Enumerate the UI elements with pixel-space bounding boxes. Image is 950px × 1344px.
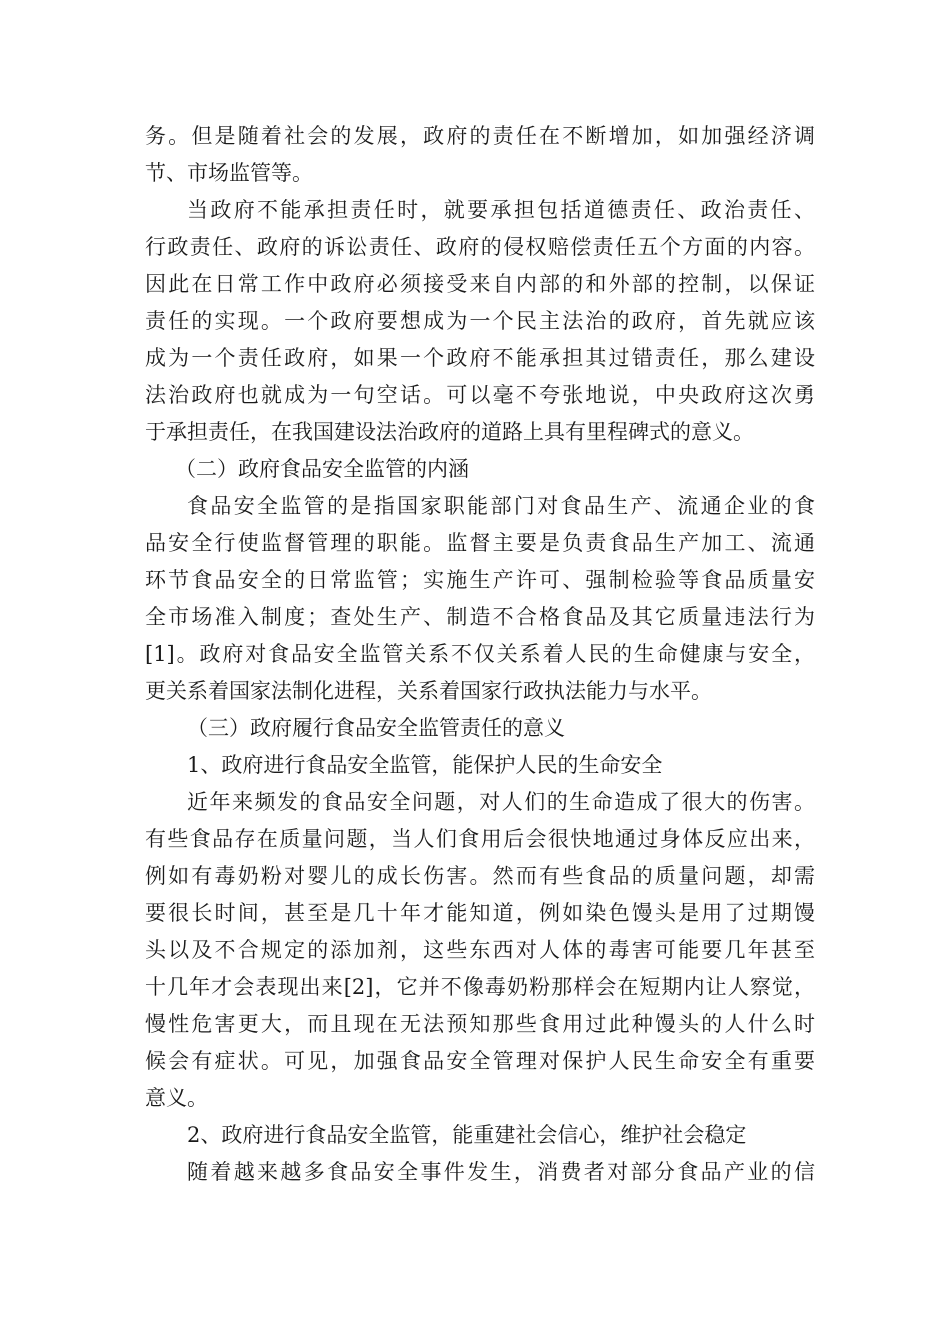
paragraph-line: 有些食品存在质量问题，当人们食用后会很快地通过身体反应出来， [145,827,815,851]
paragraph-line: 头以及不合规定的添加剂，这些东西对人体的毒害可能要几年甚至 [145,938,815,962]
paragraph-line: 全市场准入制度；查处生产、制造不合格食品及其它质量违法行为 [145,605,815,629]
paragraph-line: 节、市场监管等。 [145,161,313,185]
paragraph-line: 当政府不能承担责任时，就要承担包括道德责任、政治责任、 [187,198,815,222]
section-heading-line: 1、政府进行食品安全监管，能保护人民的生命安全 [187,753,663,777]
paragraph-line: 于承担责任，在我国建设法治政府的道路上具有里程碑式的意义。 [145,420,754,444]
paragraph-line: 行政责任、政府的诉讼责任、政府的侵权赔偿责任五个方面的内容。 [145,235,815,259]
document-body [145,118,815,1191]
paragraph-line: 责任的实现。一个政府要想成为一个民主法治的政府，首先就应该 [145,309,815,333]
paragraph-line: 食品安全监管的是指国家职能部门对食品生产、流通企业的食 [187,494,815,518]
paragraph-line: 慢性危害更大，而且现在无法预知那些食用过此种馒头的人什么时 [145,1012,815,1036]
paragraph-line: 务。但是随着社会的发展，政府的责任在不断增加，如加强经济调 [145,124,815,148]
paragraph-line: 法治政府也就成为一句空话。可以毫不夸张地说，中央政府这次勇 [145,383,815,407]
paragraph-line: 随着越来越多食品安全事件发生，消费者对部分食品产业的信 [187,1160,815,1184]
paragraph-line: 十几年才会表现出来[2]，它并不像毒奶粉那样会在短期内让人察觉， [145,975,815,999]
paragraph-line: 环节食品安全的日常监管；实施生产许可、强制检验等食品质量安 [145,568,815,592]
paragraph-line: 要很长时间，甚至是几十年才能知道，例如染色馒头是用了过期馒 [145,901,815,925]
paragraph-line: 更关系着国家法制化进程，关系着国家行政执法能力与水平。 [145,679,712,703]
paragraph-line: 因此在日常工作中政府必须接受来自内部的和外部的控制，以保证 [145,272,815,296]
paragraph-line: [1]。政府对食品安全监管关系不仅关系着人民的生命健康与安全， [145,642,815,666]
section-heading-line: （二）政府食品安全监管的内涵 [175,457,469,481]
section-heading-line: 2、政府进行食品安全监管，能重建社会信心，维护社会稳定 [187,1123,747,1147]
paragraph-line: 候会有症状。可见，加强食品安全管理对保护人民生命安全有重要 [145,1049,815,1073]
paragraph-line: 例如有毒奶粉对婴儿的成长伤害。然而有些食品的质量问题，却需 [145,864,815,888]
paragraph-line: 近年来频发的食品安全问题，对人们的生命造成了很大的伤害。 [187,790,815,814]
paragraph-line: 品安全行使监督管理的职能。监督主要是负责食品生产加工、流通 [145,531,815,555]
section-heading-line: （三）政府履行食品安全监管责任的意义 [187,716,565,740]
paragraph-line: 意义。 [145,1086,208,1110]
paragraph-line: 成为一个责任政府，如果一个政府不能承担其过错责任，那么建设 [145,346,815,370]
